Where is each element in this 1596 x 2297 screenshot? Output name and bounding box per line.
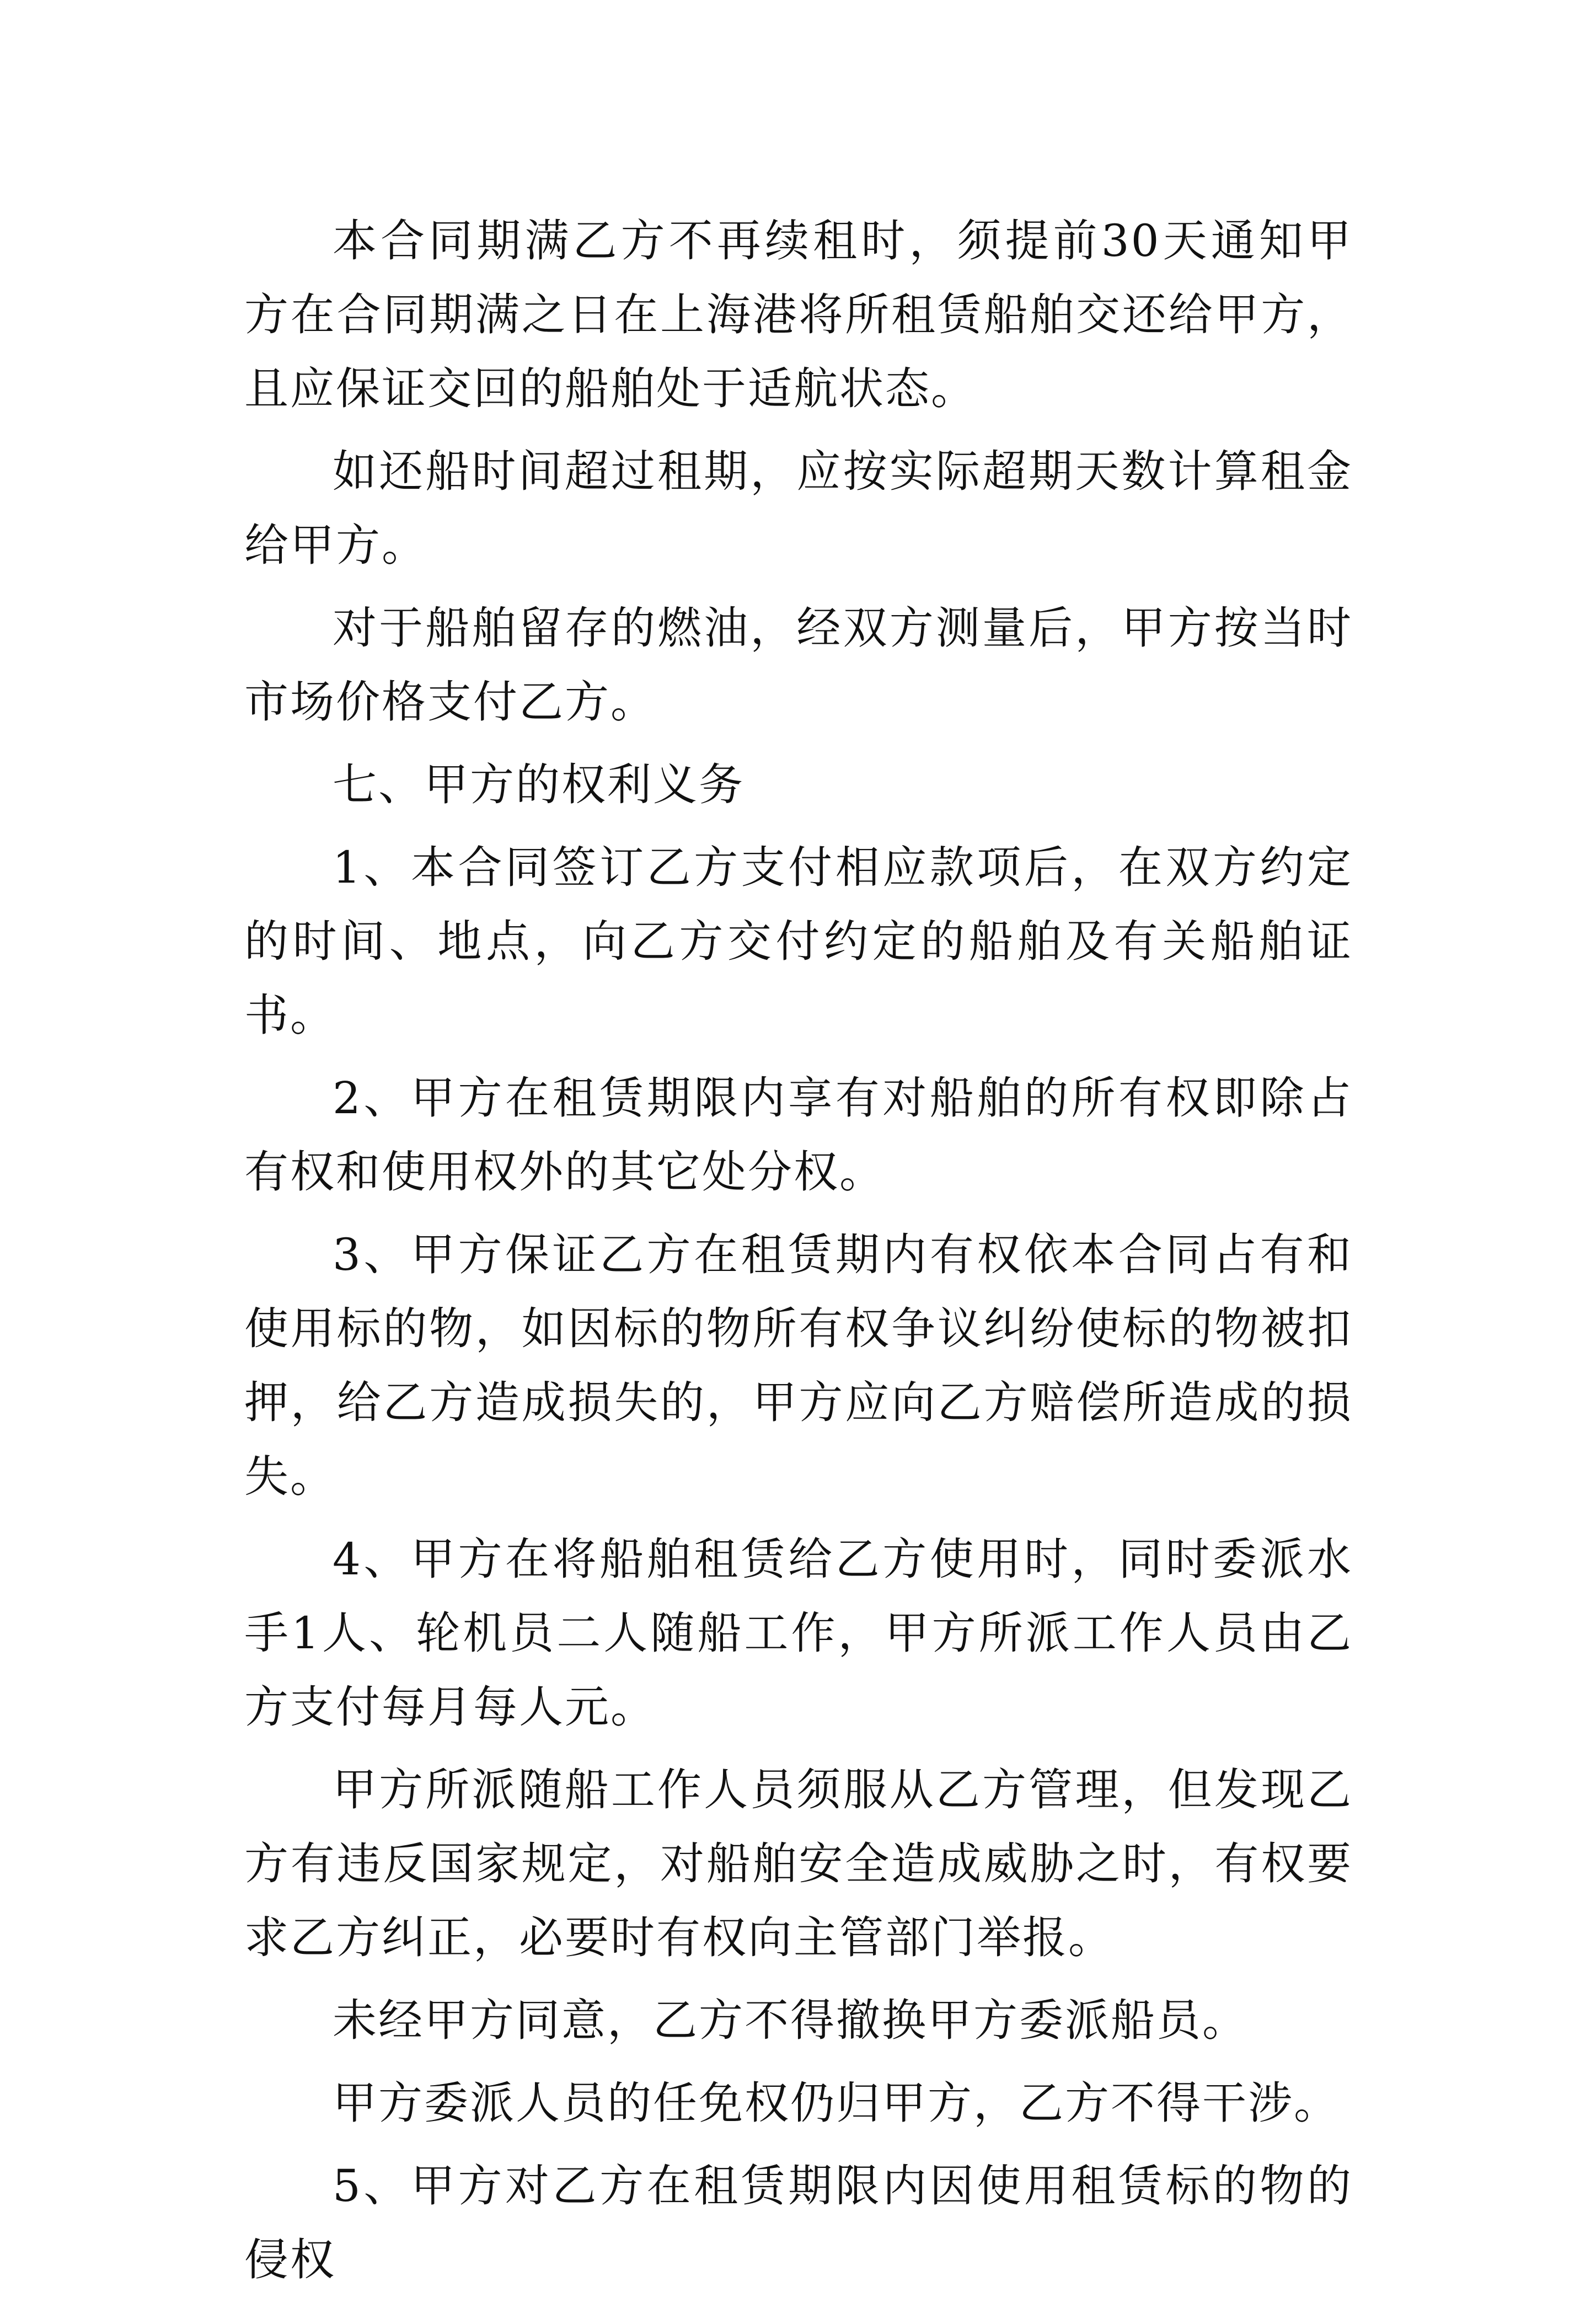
paragraph-fuel-payment: 对于船舶留存的燃油，经双方测量后，甲方按当时市场价格支付乙方。 <box>244 602 1353 728</box>
paragraph-item-2: 2、甲方在租赁期限内享有对船舶的所有权即除占有权和使用权外的其它处分权。 <box>244 1072 1353 1198</box>
paragraph-item-4: 4、甲方在将船舶租赁给乙方使用时，同时委派水手1人、轮机员二人随船工作，甲方所派工作人员由乙方支付每月每人元。 <box>244 1534 1353 1733</box>
paragraph-item-1: 1、本合同签订乙方支付相应款项后，在双方约定的时间、地点，向乙方交付约定的船舶及有关船舶证书。 <box>244 842 1353 1041</box>
paragraph-return-notice: 本合同期满乙方不再续租时，须提前30天通知甲方在合同期满之日在上海港将所租赁船舶交还给甲方，且应保证交回的船舶处于适航状态。 <box>244 215 1353 414</box>
section-heading-party-a-rights: 七、甲方的权利义务 <box>333 759 745 810</box>
paragraph-crew-replacement: 未经甲方同意，乙方不得撤换甲方委派船员。 <box>333 1995 1248 2046</box>
paragraph-crew-appointment: 甲方委派人员的任免权仍归甲方，乙方不得干涉。 <box>333 2077 1340 2129</box>
paragraph-item-3: 3、甲方保证乙方在租赁期内有权依本合同占有和使用标的物，如因标的物所有权争议纠纷使标的物被扣押，给乙方造成损失的，甲方应向乙方赔偿所造成的损失。 <box>244 1229 1353 1502</box>
document-page <box>244 204 1353 2297</box>
paragraph-overdue-rent: 如还船时间超过租期，应按实际超期天数计算租金给甲方。 <box>244 446 1353 571</box>
paragraph-item-5: 5、甲方对乙方在租赁期限内因使用租赁标的物的侵权 <box>244 2160 1353 2285</box>
paragraph-crew-management: 甲方所派随船工作人员须服从乙方管理，但发现乙方有违反国家规定，对船舶安全造成威胁之时，有权要求乙方纠正，必要时有权向主管部门举报。 <box>244 1764 1353 1963</box>
